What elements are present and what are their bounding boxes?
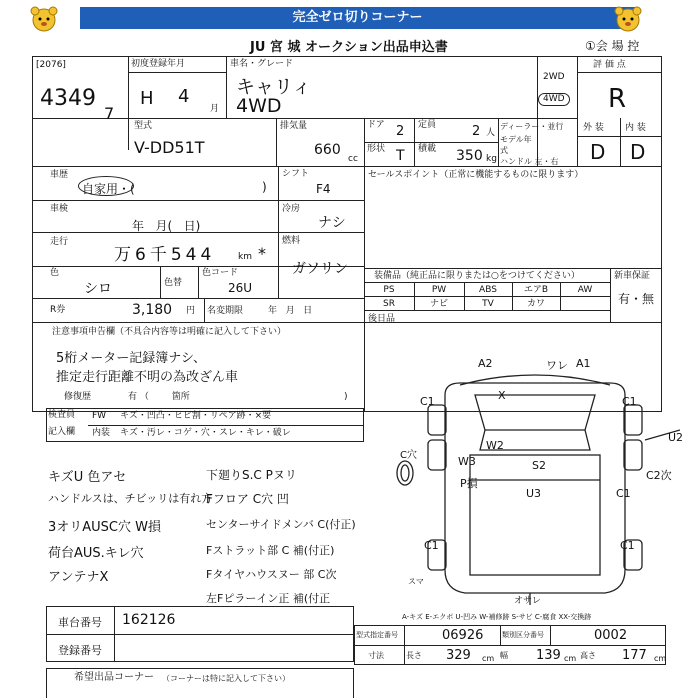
lot-number: 4349: [40, 86, 96, 111]
use-value: 自家用・(: [82, 182, 135, 196]
reg-year: 4: [178, 86, 190, 107]
vehicle-name-label: 車名・グレード: [230, 59, 294, 69]
handle-label: ハンドル 左・右: [500, 157, 559, 166]
equip-tv: TV: [482, 299, 494, 309]
sales-point-label: セールスポイント（正常に機能するものに限ります）: [368, 170, 584, 180]
equip-aw: AW: [577, 285, 593, 295]
hw-note-1: キズU 色アセ: [48, 470, 127, 485]
rating-label: 評 価 点: [593, 60, 626, 70]
mileage-value: 万6千544: [114, 245, 216, 265]
inspection-value: 年 月( 日): [132, 219, 201, 233]
equip-sr: SR: [383, 299, 395, 309]
drive-4wd: 4WD: [538, 93, 570, 106]
category-label: 類別区分番号: [502, 631, 544, 639]
diag-label-s2: S2: [532, 459, 546, 472]
vehicle-name: キャリィ: [236, 76, 312, 98]
ext-label: 外 装: [583, 123, 604, 133]
deadline-label: 名変期限: [207, 306, 244, 316]
notes-header: 注意事項申告欄（不具合内容等は明確に記入して下さい）: [52, 327, 287, 337]
diag-label-c1-fr: C1: [622, 395, 637, 408]
inspection-label: 車検: [50, 204, 69, 214]
banner-title: 完全ゼロ切りコーナー: [292, 10, 423, 25]
reg-month-unit: 月: [210, 104, 220, 114]
shade-label: 色替: [164, 278, 183, 288]
equip-airbag: エアB: [523, 285, 549, 295]
shift-label: シフト: [282, 169, 310, 179]
hw-right-4: Fストラット部 C 補(付正): [206, 544, 335, 557]
use-label: 車歴: [50, 170, 69, 180]
diag-label-pdmg: P損: [460, 477, 478, 490]
displacement: 660: [314, 142, 341, 158]
equip-ps: PS: [383, 285, 395, 295]
door-label: ドア: [367, 120, 385, 130]
fuel-value: ガソリン: [292, 261, 348, 277]
km-unit: km: [238, 252, 252, 262]
equip-leather: カワ: [526, 299, 545, 309]
shape-value: T: [396, 148, 405, 164]
wish-corner-label: 希望出品コーナー: [74, 672, 154, 683]
equipment-label: 装備品（純正品に限りまたは○をつけてください）: [374, 271, 580, 281]
hw-right-2: Fフロア C穴 凹: [206, 492, 289, 506]
color-code-label: 色コード: [202, 268, 239, 278]
inspector-label-2: 記入欄: [48, 427, 76, 437]
diagram-legend: A-キズ E-エクボ U-凹み W-補修跡 S-サビ C-腐食 XX-交換跡: [402, 613, 592, 621]
cc-unit: cc: [348, 154, 358, 164]
diag-label-c1-rl: C1: [424, 539, 439, 552]
color-code: 26U: [228, 281, 253, 295]
height-label: 高さ: [580, 651, 596, 660]
diag-label-c1-r: C1: [616, 487, 631, 500]
hw-right-1: 下廻りS.C Pヌリ: [206, 468, 297, 482]
shift-value: F4: [316, 182, 331, 196]
lot-small-number: [2076]: [36, 60, 66, 70]
yen-unit: 円: [186, 306, 196, 316]
model-year-label: モデル年式: [500, 135, 532, 155]
repair-label: 修復歴: [64, 392, 92, 402]
repair-close: ): [344, 392, 348, 402]
diag-label-a1: A1: [576, 357, 591, 370]
diag-label-u3: U3: [526, 487, 542, 500]
fw-label: FW: [92, 411, 107, 421]
length-value: 329: [446, 648, 471, 663]
length-label: 長さ: [406, 651, 422, 660]
model-value: V-DD51T: [134, 138, 205, 157]
hw-note-3: 3オリAUSC穴 W損: [48, 520, 161, 535]
dealer-label: ディーラー・並行: [500, 122, 564, 131]
diag-label-suma: スマ: [408, 577, 424, 586]
door-count: 2: [396, 124, 405, 139]
reg-date-label: 初度登録年月: [131, 59, 186, 69]
later-items-label: 後日品: [368, 314, 396, 324]
equip-abs: ABS: [479, 285, 497, 295]
capacity-value: 2: [472, 124, 481, 139]
fw-items: キズ・凹凸・ヒビ割・リペア跡・×要: [120, 411, 272, 421]
repair-value: 有 （ 箇所: [128, 392, 190, 402]
equip-pw: PW: [431, 285, 447, 295]
interior-label: 内装: [92, 428, 111, 438]
width-unit: cm: [564, 654, 577, 663]
diag-label-c2: C2次: [646, 469, 672, 482]
load-unit: kg: [486, 154, 497, 164]
diag-label-ware: ワレ: [546, 359, 568, 372]
hw-right-3: センターサイドメンバ C(付正): [206, 518, 356, 531]
model-label: 型式: [134, 121, 153, 131]
new-warranty-value: 有・無: [618, 292, 655, 306]
diag-label-c-hole: C穴: [400, 450, 417, 461]
ext-grade: D: [590, 140, 606, 164]
height-value: 177: [622, 648, 647, 663]
recycle-label: R券: [50, 305, 66, 315]
drive-2wd: 2WD: [543, 72, 565, 82]
use-circle-mark: [78, 176, 134, 196]
diag-label-c1-rr: C1: [620, 539, 635, 552]
vehicle-grade: 4WD: [236, 95, 282, 117]
hw-note-2: ハンドルスは、チビッリは有れ方: [48, 492, 213, 505]
form-org-title: JU 宮 城 オークション出品申込書: [250, 40, 448, 55]
width-value: 139: [536, 648, 561, 663]
inspector-label-1: 検査員: [48, 410, 76, 420]
load-value: 350: [456, 148, 483, 164]
int-grade: D: [630, 140, 646, 164]
category-number: 0002: [594, 628, 628, 643]
spec-label: 型式指定番号: [356, 631, 398, 639]
recycle-value: 3,180: [132, 302, 173, 318]
use-close: ): [262, 180, 267, 194]
color-label: 色: [50, 268, 60, 278]
hw-right-6: 左Fピラーイン正 補(付正: [206, 592, 331, 605]
hw-note-5: アンテナX: [48, 570, 109, 585]
capacity-label: 定員: [418, 120, 437, 130]
bear-mascot-icon-right: [612, 4, 644, 34]
capacity-unit: 人: [486, 128, 496, 138]
chassis-label: 車台番号: [58, 616, 102, 629]
height-unit: cm: [654, 654, 667, 663]
ac-label: 冷房: [282, 204, 301, 214]
diag-label-x: X: [498, 389, 506, 402]
chassis-number: 162126: [122, 612, 176, 628]
wish-corner-note: （コーナーは特に記入して下さい）: [162, 674, 290, 683]
int-label: 内 装: [625, 123, 646, 133]
car-damage-diagram: [380, 355, 680, 610]
interior-items: キズ・汚レ・コゲ・穴・スレ・キレ・破レ: [120, 428, 291, 438]
diag-label-w3: W3: [458, 455, 476, 468]
load-label: 積載: [418, 144, 437, 154]
notes-line-1: 5桁メーター記録簿ナシ、: [56, 351, 206, 366]
mileage-asterisk: *: [258, 244, 266, 263]
shape-label: 形状: [367, 144, 386, 154]
deadline-value: 年 月 日: [268, 306, 313, 316]
width-label: 幅: [500, 651, 508, 660]
dimension-label: 寸法: [368, 651, 384, 660]
reg-number-label: 登録番号: [58, 644, 102, 657]
notes-line-2: 推定走行距離不明の為改ざん車: [56, 370, 239, 385]
lot-tick: 7: [104, 104, 115, 123]
venue-copy-label: ①会 場 控: [585, 39, 640, 53]
diag-label-osare: オサレ: [514, 596, 541, 606]
mileage-label: 走行: [50, 237, 69, 247]
ac-value: ナシ: [318, 215, 346, 231]
color-value: シロ: [84, 281, 112, 297]
new-warranty-label: 新車保証: [614, 271, 651, 281]
bear-mascot-icon-left: [28, 4, 60, 34]
disp-label: 排気量: [280, 121, 308, 131]
fuel-label: 燃料: [282, 236, 301, 246]
length-unit: cm: [482, 654, 495, 663]
spec-number: 06926: [442, 628, 484, 643]
equip-navi: ナビ: [429, 299, 448, 309]
hw-right-5: Fタイヤハウスヌー 部 C次: [206, 568, 337, 581]
hw-note-4: 荷台AUS.キレ穴: [48, 546, 144, 561]
rating-score: R: [608, 84, 627, 114]
diag-label-u2: U2: [668, 431, 684, 444]
title-banner: [80, 7, 635, 29]
diag-label-c1-fl: C1: [420, 395, 435, 408]
diag-label-a2: A2: [478, 357, 493, 370]
reg-era: H: [140, 88, 154, 109]
diag-label-w2: W2: [486, 439, 504, 452]
